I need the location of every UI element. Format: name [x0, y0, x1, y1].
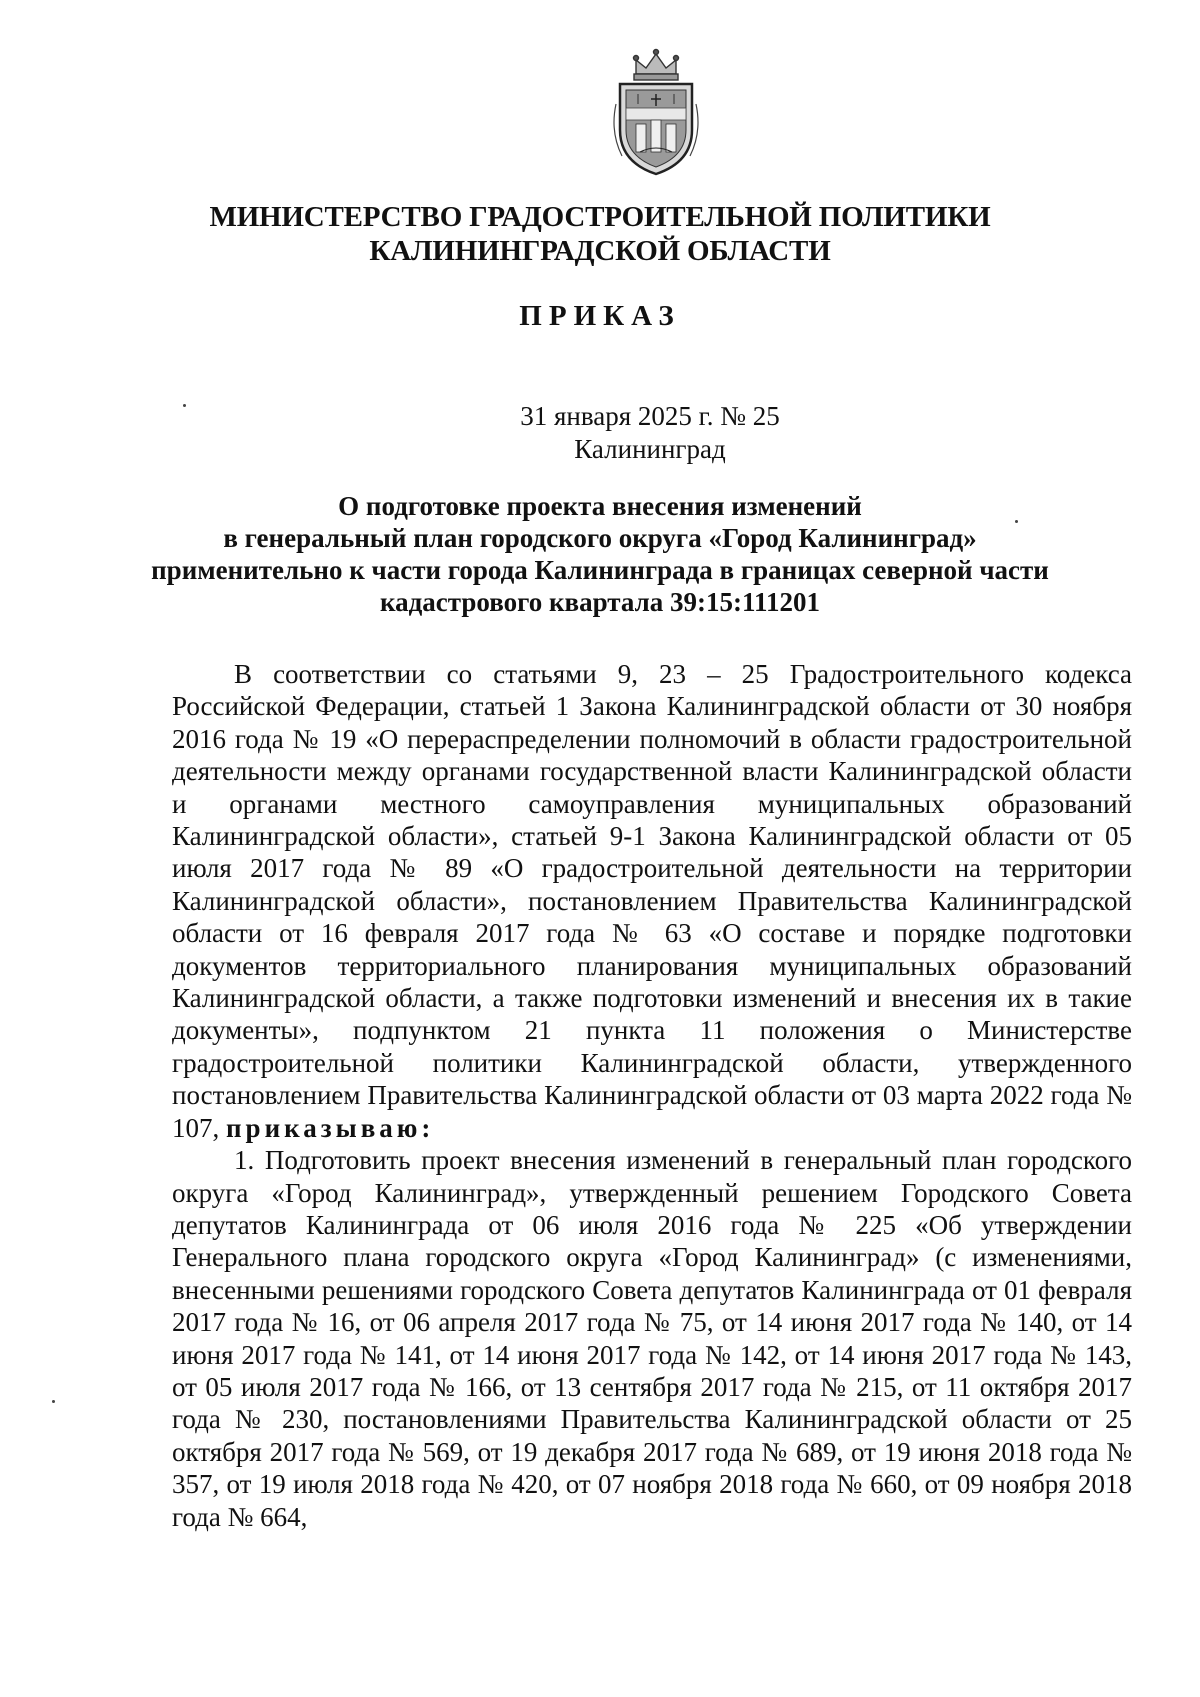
preamble-text: В соответствии со статьями 9, 23 – 25 Градостроительного кодекса Российской Федерации, статьей 1 Закона Калининградской области от 30 ноября 2016 года № 19 «О перераспределении полномочий в области градостроительной деятельности между органами государственной власти Калининградской области и органами местного самоуправления муниципальных образований Калининградской области», статьей 9-1 Закона Калининградской области от 05 июля 2017 года № 89 «О градостроительной деятельности на территории Калининградской области», постановлением Правительства Калининградской области от 16 февраля 2017 года № 63 «О составе и порядке подготовки документов территориального планирования муниципальных образований Калининградской области, а также подготовки изменений и внесения их в такие документы», подпунктом 21 пункта 11 положения о Министерстве градостроительной политики Калининградской области, утвержденного постановлением Правительства Калининградской области от 03 марта 2022 года № 107,	[172, 659, 1132, 1143]
subject-line3: применительно к части города Калининграда в границах северной части	[151, 555, 1049, 585]
order-date-block	[0, 400, 1200, 466]
scan-speck	[183, 404, 186, 407]
order-city: Калининград	[574, 434, 726, 464]
coat-of-arms-icon	[606, 48, 706, 178]
order-heading: ПРИКАЗ	[519, 300, 681, 332]
orders-word: приказываю:	[226, 1112, 435, 1143]
preamble-paragraph	[172, 658, 1132, 1144]
order-date-number: 31 января 2025 г. № 25	[520, 401, 780, 431]
item-1-paragraph: 1. Подготовить проект внесения изменений в генеральный план городского округа «Город Калининград», утвержденный решением Городского Совета депутатов Калининграда от 06 июля 2016 года № 225 «Об утверждении Генерального плана городского округа «Город Калининград» (с изменениями, внесенными решениями городского Совета депутатов Калининграда от 01 февраля 2017 года № 16, от 06 апреля 2017 года № 75, от 14 июня 2017 года № 140, от 14 июня 2017 года № 141, от 14 июня 2017 года № 142, от 14 июня 2017 года № 143, от 05 июля 2017 года № 166, от 13 сентября 2017 года № 215, от 11 октября 2017 года № 230, постановлениями Правительства Калининградской области от 25 октября 2017 года № 569, от 19 декабря 2017 года № 689, от 19 июня 2018 года № 357, от 19 июля 2018 года № 420, от 07 ноября 2018 года № 660, от 09 ноября 2018 года № 664,	[172, 1145, 1132, 1532]
order-subject	[0, 490, 1200, 618]
subject-line2: в генеральный план городского округа «Город Калининград»	[223, 523, 977, 553]
ministry-title-line1: МИНИСТЕРСТВО ГРАДОСТРОИТЕЛЬНОЙ ПОЛИТИКИ	[209, 201, 991, 233]
ministry-title	[0, 200, 1200, 268]
subject-line4: кадастрового квартала 39:15:111201	[380, 587, 820, 617]
scan-speck	[52, 1400, 55, 1403]
ministry-title-line2: КАЛИНИНГРАДСКОЙ ОБЛАСТИ	[369, 235, 831, 267]
subject-line1: О подготовке проекта внесения изменений	[338, 491, 862, 521]
scan-speck	[1015, 520, 1018, 523]
order-body	[172, 658, 1132, 1533]
